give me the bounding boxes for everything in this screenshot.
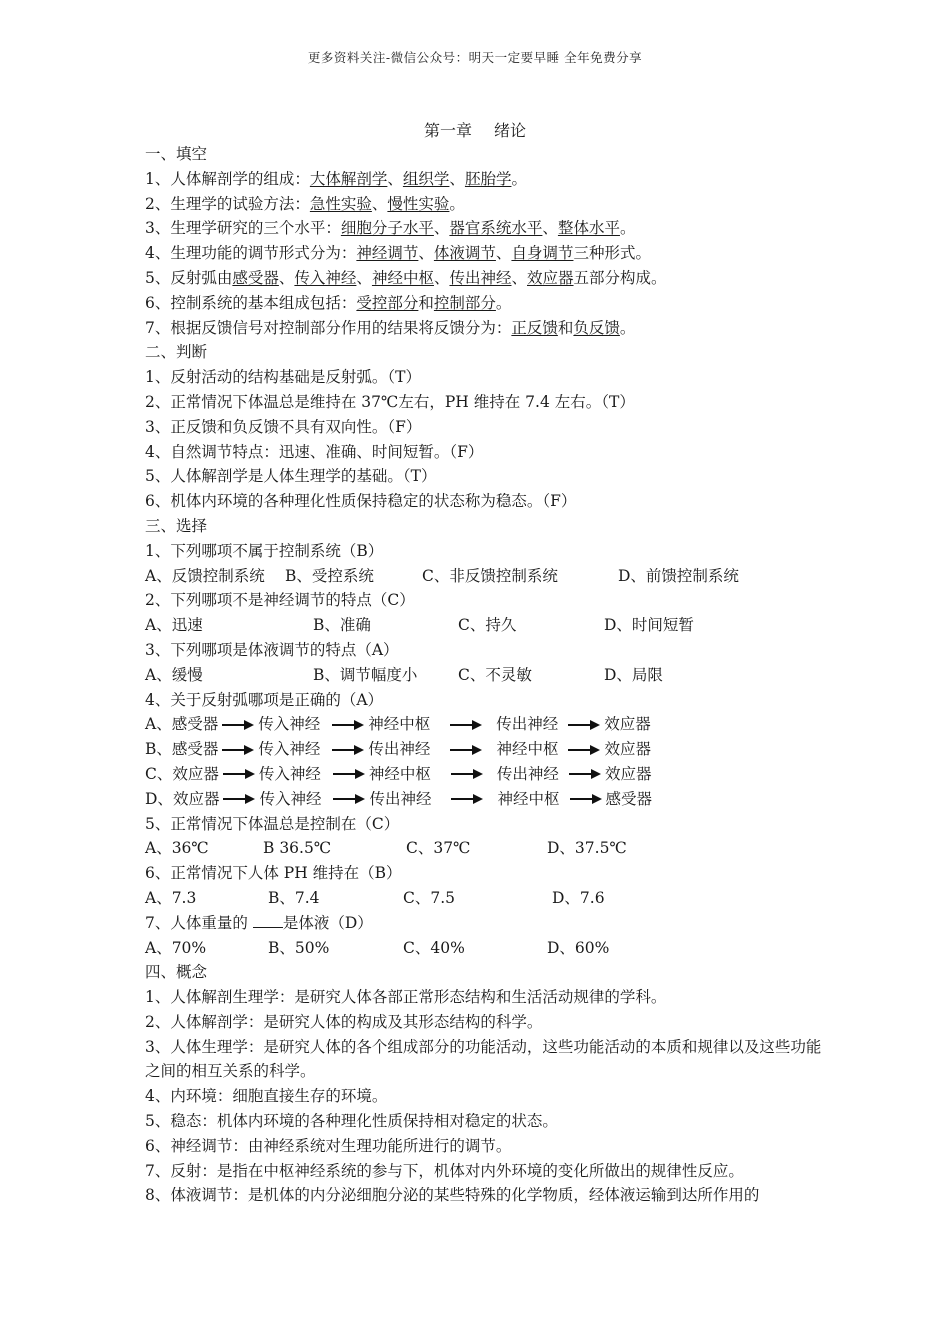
- choice-options-1: [145, 564, 825, 589]
- arrow-right-icon: [451, 794, 483, 804]
- answer: 控制部分: [433, 293, 496, 312]
- flow-step: 传出神经: [369, 789, 432, 808]
- answer: 受控部分: [356, 293, 419, 312]
- arrow-right-icon: [332, 720, 364, 730]
- arrow-right-icon: [570, 794, 602, 804]
- choice-stem-7: 7、人体重量的 是体液（D）: [145, 913, 373, 932]
- option-c: C、40%: [403, 938, 465, 957]
- concept-item-6: 6、神经调节：由神经系统对生理功能所进行的调节。: [145, 1136, 512, 1155]
- choice-stem-4: 4、关于反射弧哪项是正确的（A）: [145, 690, 384, 709]
- concept-item-2: 2、人体解剖学：是研究人体的构成及其形态结构的科学。: [145, 1012, 543, 1031]
- flow-step: 神经中枢: [368, 715, 431, 734]
- option-b: B、准确: [313, 616, 371, 635]
- fill-question-1: 1、人体解剖学的组成：大体解剖学、组织学、胚胎学。: [145, 169, 527, 188]
- flow-step: 传入神经: [258, 764, 321, 783]
- choice-options-3: [145, 663, 825, 688]
- chapter-title: [0, 118, 950, 141]
- answer: 负反馈: [573, 318, 620, 337]
- reflex-flow-b: [145, 737, 825, 762]
- flow-step: 神经中枢: [368, 764, 431, 783]
- option-c: C、37℃: [406, 839, 471, 858]
- flow-label: C、: [145, 764, 173, 783]
- concept-item-7: 7、反射：是指在中枢神经系统的参与下，机体对内外环境的变化所做出的规律性反应。: [145, 1161, 744, 1180]
- fill-question-4: 4、生理功能的调节形式分为：神经调节、体液调节、自身调节三种形式。: [145, 244, 651, 263]
- fill-question-2: 2、生理学的试验方法：急性实验、慢性实验。: [145, 194, 465, 213]
- option-b: B、7.4: [268, 888, 320, 907]
- arrow-right-icon: [222, 720, 254, 730]
- answer: 急性实验: [309, 194, 372, 213]
- answer: 细胞分子水平: [340, 219, 434, 238]
- answer: 自身调节: [511, 244, 574, 263]
- arrow-right-icon: [450, 720, 482, 730]
- option-c: C、7.5: [403, 888, 456, 907]
- section-heading-concepts: 四、概念: [145, 963, 208, 982]
- option-a: A、36℃: [145, 839, 209, 858]
- answer: 胚胎学: [464, 169, 512, 188]
- flow-step: 传入神经: [258, 740, 321, 759]
- option-d: D、7.6: [552, 888, 605, 907]
- document-body: [145, 142, 825, 1208]
- answer-blank: [253, 913, 283, 928]
- flow-step: 效应器: [604, 764, 652, 783]
- arrow-right-icon: [333, 769, 365, 779]
- answer: 体液调节: [433, 244, 496, 263]
- reflex-flow-a: [145, 712, 825, 737]
- option-b: B、调节幅度小: [313, 665, 418, 684]
- flow-step: 神经中枢: [496, 740, 559, 759]
- option-a: A、7.3: [145, 888, 197, 907]
- answer: 器官系统水平: [449, 219, 543, 238]
- flow-step: 传入神经: [258, 715, 321, 734]
- choice-stem-3: 3、下列哪项是体液调节的特点（A）: [145, 640, 399, 659]
- chapter-number: 第一章: [423, 121, 472, 140]
- option-c: C、非反馈控制系统: [422, 566, 558, 585]
- choice-options-7: [145, 936, 825, 961]
- arrow-right-icon: [568, 745, 600, 755]
- flow-step: 感受器: [171, 715, 219, 734]
- flow-step: 传出神经: [496, 764, 559, 783]
- answer: 传出神经: [449, 268, 512, 287]
- option-d: D、60%: [547, 938, 610, 957]
- option-a: A、迅速: [145, 616, 203, 635]
- concept-item-5: 5、稳态：机体内环境的各种理化性质保持相对稳定的状态。: [145, 1112, 558, 1131]
- section-heading-judge: 二、判断: [145, 343, 208, 362]
- arrow-right-icon: [569, 769, 601, 779]
- arrow-right-icon: [223, 794, 255, 804]
- answer: 大体解剖学: [309, 169, 388, 188]
- option-a: A、70%: [145, 938, 207, 957]
- reflex-flow-c: [145, 762, 825, 787]
- flow-step: 效应器: [172, 789, 220, 808]
- option-a: A、缓慢: [145, 665, 203, 684]
- choice-stem-2: 2、下列哪项不是神经调节的特点（C）: [145, 591, 415, 610]
- arrow-right-icon: [568, 720, 600, 730]
- option-a: A、反馈控制系统: [145, 566, 265, 585]
- option-c: C、持久: [458, 616, 517, 635]
- answer: 整体水平: [557, 219, 620, 238]
- option-b: B、受控系统: [285, 566, 374, 585]
- option-d: D、时间短暂: [604, 616, 694, 635]
- answer: 神经中枢: [371, 268, 434, 287]
- option-d: D、前馈控制系统: [618, 566, 739, 585]
- arrow-right-icon: [333, 794, 365, 804]
- choice-options-5: [145, 836, 825, 861]
- flow-step: 感受器: [171, 740, 219, 759]
- reflex-flow-d: [145, 787, 825, 812]
- answer: 慢性实验: [387, 194, 450, 213]
- flow-step: 传入神经: [259, 789, 322, 808]
- concept-item-1: 1、人体解剖生理学：是研究人体各部正常形态结构和生活活动规律的学科。: [145, 988, 667, 1007]
- judge-item-3: 3、正反馈和负反馈不具有双向性。（F）: [145, 417, 422, 436]
- flow-step: 效应器: [172, 764, 219, 783]
- flow-step: 效应器: [604, 715, 651, 734]
- answer: 组织学: [402, 169, 450, 188]
- fill-question-7: 7、根据反馈信号对控制部分作用的结果将反馈分为：正反馈和负反馈。: [145, 318, 636, 337]
- judge-item-6: 6、机体内环境的各种理化性质保持稳定的状态称为稳态。（F）: [145, 492, 577, 511]
- flow-step: 感受器: [605, 789, 653, 808]
- chapter-name: 绪论: [494, 121, 527, 140]
- flow-step: 传出神经: [496, 715, 559, 734]
- option-d: D、局限: [604, 665, 663, 684]
- flow-label: B、: [145, 740, 172, 759]
- arrow-right-icon: [223, 769, 255, 779]
- section-heading-choice: 三、选择: [145, 516, 208, 535]
- section-heading-fill-blank: 一、填空: [145, 145, 208, 163]
- arrow-right-icon: [450, 745, 482, 755]
- fill-question-6: 6、控制系统的基本组成包括：受控部分和控制部分。: [145, 293, 512, 312]
- judge-item-1: 1、反射活动的结构基础是反射弧。（T）: [145, 368, 421, 387]
- arrow-right-icon: [332, 745, 364, 755]
- option-d: D、37.5℃: [547, 839, 627, 858]
- judge-item-4: 4、自然调节特点：迅速、准确、时间短暂。（F）: [145, 442, 484, 461]
- option-c: C、不灵敏: [458, 665, 532, 684]
- fill-question-3: 3、生理学研究的三个水平：细胞分子水平、器官系统水平、整体水平。: [145, 219, 636, 238]
- choice-options-6: [145, 886, 825, 911]
- judge-item-2: 2、正常情况下体温总是维持在 37℃左右，PH 维持在 7.4 左右。（T）: [145, 392, 635, 411]
- judge-item-5: 5、人体解剖学是人体生理学的基础。（T）: [145, 467, 437, 486]
- concept-item-8: 8、体液调节：是机体的内分泌细胞分泌的某些特殊的化学物质，经体液运输到达所作用的: [145, 1186, 760, 1205]
- answer: 效应器: [527, 268, 574, 287]
- flow-step: 效应器: [604, 740, 651, 759]
- choice-stem-1: 1、下列哪项不属于控制系统（B）: [145, 541, 384, 560]
- answer: 传入神经: [294, 268, 357, 287]
- header-note: 更多资料关注-微信公众号：明天一定要早睡 全年免费分享: [307, 50, 643, 65]
- flow-step: 传出神经: [368, 740, 431, 759]
- choice-options-2: [145, 613, 825, 638]
- answer: 正反馈: [511, 318, 558, 337]
- option-b: B、50%: [268, 938, 330, 957]
- answer: 感受器: [232, 268, 279, 287]
- option-b: B 36.5℃: [263, 839, 332, 858]
- choice-stem-6: 6、正常情况下人体 PH 维持在（B）: [145, 864, 402, 883]
- arrow-right-icon: [222, 745, 254, 755]
- fill-question-5: 5、反射弧由感受器、传入神经、神经中枢、传出神经、效应器五部分构成。: [145, 268, 667, 287]
- choice-stem-5: 5、正常情况下体温总是控制在（C）: [145, 814, 400, 833]
- answer: 神经调节: [356, 244, 419, 263]
- flow-step: 神经中枢: [497, 789, 560, 808]
- arrow-right-icon: [451, 769, 483, 779]
- flow-label: D、: [145, 789, 173, 808]
- concept-item-4: 4、内环境：细胞直接生存的环境。: [145, 1087, 388, 1106]
- concept-item-3: 3、人体生理学：是研究人体的各个组成部分的功能活动，这些功能活动的本质和规律以及这些功能之间的相互关系的科学。: [145, 1037, 822, 1081]
- flow-label: A、: [145, 715, 172, 734]
